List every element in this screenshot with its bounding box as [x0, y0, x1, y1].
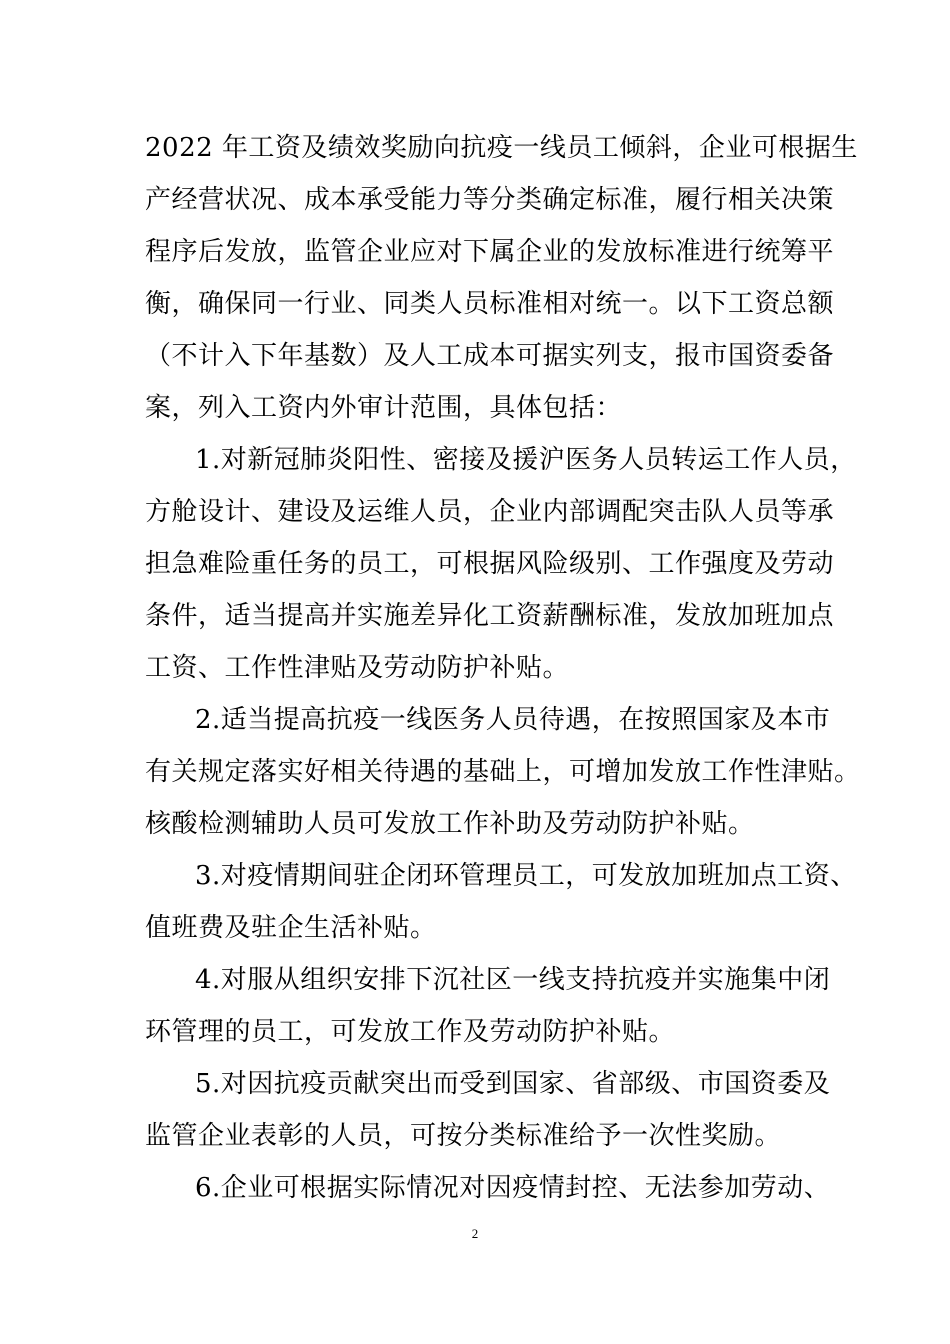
list-item-3-line: 3.对疫情期间驻企闭环管理员工，可发放加班加点工资、: [195, 861, 857, 891]
text-line: 方舱设计、建设及运维人员，企业内部调配突击队人员等承: [145, 497, 835, 527]
text-line: 监管企业表彰的人员，可按分类标准给予一次性奖励。: [145, 1121, 782, 1151]
text-line: 环管理的员工，可发放工作及劳动防护补贴。: [145, 1017, 676, 1047]
text-line: 案，列入工资内外审计范围，具体包括：: [145, 393, 623, 423]
text-line: 核酸检测辅助人员可发放工作补助及劳动防护补贴。: [145, 809, 755, 839]
list-item-6-line: 6.企业可根据实际情况对因疫情封控、无法参加劳动、: [195, 1173, 831, 1203]
text-line: 工资、工作性津贴及劳动防护补贴。: [145, 653, 570, 683]
text-line: 值班费及驻企生活补贴。: [145, 913, 437, 943]
text-line: 衡，确保同一行业、同类人员标准相对统一。以下工资总额: [145, 289, 835, 319]
list-item-5-line: 5.对因抗疫贡献突出而受到国家、省部级、市国资委及: [195, 1069, 831, 1099]
text-line: 有关规定落实好相关待遇的基础上，可增加发放工作性津贴。: [145, 757, 861, 787]
text-line: 程序后发放，监管企业应对下属企业的发放标准进行统筹平: [145, 237, 835, 267]
list-item-4-line: 4.对服从组织安排下沉社区一线支持抗疫并实施集中闭: [195, 965, 831, 995]
list-item-2-line: 2.适当提高抗疫一线医务人员待遇，在按照国家及本市: [195, 705, 831, 735]
text-line: 2022 年工资及绩效奖励向抗疫一线员工倾斜，企业可根据生: [145, 133, 858, 163]
text-line: 条件，适当提高并实施差异化工资薪酬标准，发放加班加点: [145, 601, 835, 631]
text-line: （不计入下年基数）及人工成本可据实列支，报市国资委备: [145, 341, 835, 371]
text-line: 担急难险重任务的员工，可根据风险级别、工作强度及劳动: [145, 549, 835, 579]
list-item-1-line: 1.对新冠肺炎阳性、密接及援沪医务人员转运工作人员，: [195, 445, 857, 475]
text-line: 产经营状况、成本承受能力等分类确定标准，履行相关决策: [145, 185, 835, 215]
page-number: 2: [471, 1226, 479, 1241]
